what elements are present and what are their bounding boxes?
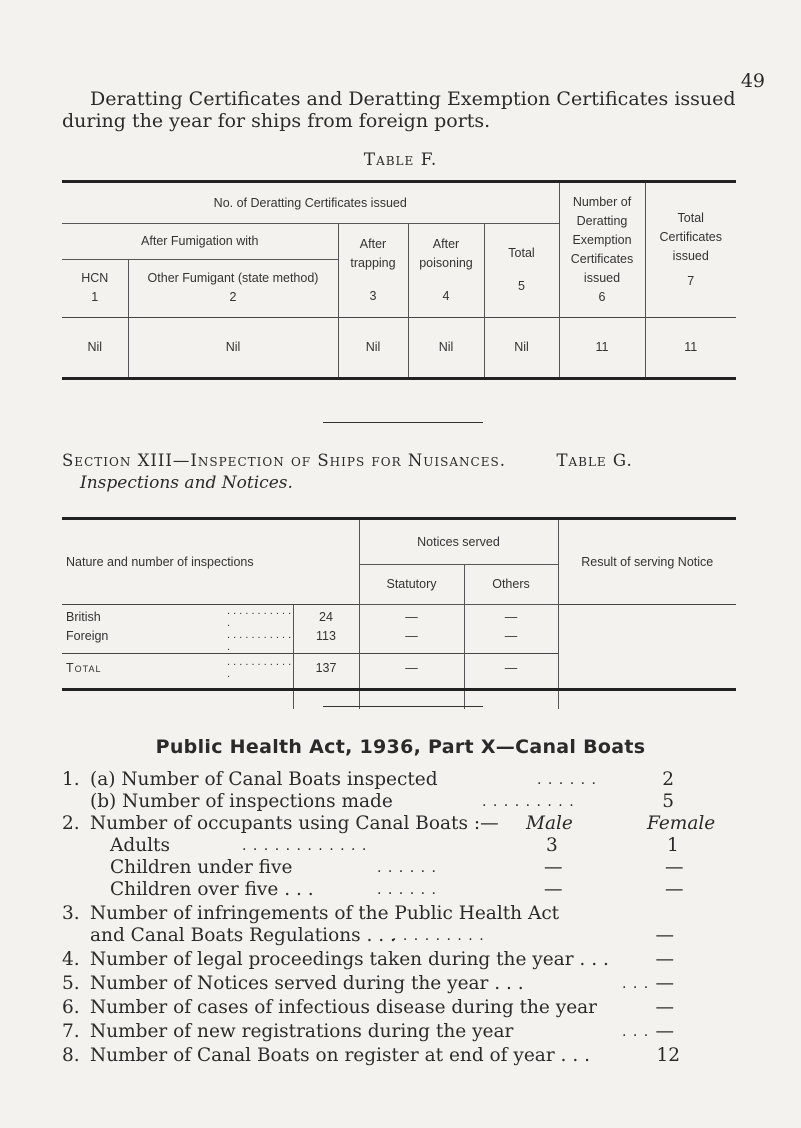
table-g-statutory-header: Statutory — [359, 564, 464, 604]
section-xiii-title — [62, 451, 633, 470]
table-f-value-6: 11 — [559, 317, 645, 377]
table-f — [62, 183, 736, 377]
table-f-col2-header — [128, 259, 338, 317]
canal-item-text: Number of cases of infectious disease during the year — [90, 997, 598, 1018]
children-under-five-female: — — [665, 857, 684, 878]
table-f-col2-label: Other Fumigant (state method) — [147, 271, 319, 285]
table-g-row-british-statutory: — — [359, 604, 464, 629]
canal-item-text: Children under five — [110, 857, 293, 878]
canal-item-dots: . . . — [622, 976, 650, 992]
section-xiii-heading: Section XIII—Inspection of Ships for Nuisances. — [62, 451, 506, 470]
table-f-value-3: Nil — [338, 317, 408, 377]
table-g-row-total-label: Total — [62, 653, 227, 683]
table-f-value-1: Nil — [62, 317, 128, 377]
table-f-col7-num: 7 — [687, 273, 695, 288]
separator-line-1 — [323, 422, 483, 423]
canal-item-4 — [62, 949, 762, 973]
table-g-notices-header: Notices served — [359, 520, 558, 564]
table-f-caption: Table F. — [363, 150, 438, 170]
canal-item-dots: . . . . . . . . . . . . — [242, 838, 368, 854]
table-f-col4-label: After poisoning — [419, 236, 473, 270]
canal-item-value: — — [655, 949, 674, 970]
table-g-row-british-dots: . . . . . . . . . . . . — [227, 604, 292, 629]
table-g-row-foreign-result — [558, 629, 736, 654]
canal-item-dots: . . . . . . . . . — [392, 928, 485, 944]
table-g-row-foreign-count: 113 — [293, 629, 359, 654]
table-f-col4-header — [408, 223, 484, 317]
table-f-after-fumigation: After Fumigation with — [62, 223, 338, 259]
canal-item-text: Number of new registrations during the year — [90, 1021, 514, 1042]
canal-item-text: Children over five . . . — [110, 879, 314, 900]
table-g-row-total-statutory: — — [359, 653, 464, 683]
canal-item-3-cont — [62, 925, 762, 949]
table-f-value-2: Nil — [128, 317, 338, 377]
canal-item-text: Number of Canal Boats on register at end of year . . . — [90, 1045, 590, 1066]
canal-item-6 — [62, 997, 762, 1021]
table-f-col4-num: 4 — [442, 288, 450, 303]
canal-item-2 — [62, 813, 762, 835]
separator-line-2 — [323, 706, 483, 707]
canal-item-dots: . . . . . . . . . — [482, 794, 575, 810]
canal-item-1a — [62, 769, 762, 791]
table-g-row-british-others: — — [464, 604, 558, 629]
children-over-five-female: — — [665, 879, 684, 900]
canal-item-adults — [62, 835, 762, 857]
table-f-value-4: Nil — [408, 317, 484, 377]
page-number: 49 — [740, 70, 765, 92]
table-f-col2-num: 2 — [229, 290, 237, 304]
canal-item-dots: . . . — [622, 1024, 650, 1040]
canal-item-value: — — [655, 973, 674, 994]
canal-item-number: 1. — [62, 769, 80, 790]
canal-item-value: 12 — [656, 1045, 680, 1066]
table-f-col6-header — [559, 183, 645, 317]
table-g-row-foreign-dots: . . . . . . . . . . . . — [227, 628, 292, 653]
section-xiii-subtitle: Inspections and Notices. — [80, 473, 293, 493]
table-f-value-5: Nil — [484, 317, 559, 377]
female-header: Female — [647, 813, 716, 834]
canal-item-dots: . . . . . . — [377, 860, 437, 876]
table-f-col3-header — [338, 223, 408, 317]
canal-item-5 — [62, 973, 762, 997]
canal-item-text: Number of infringements of the Public Health Act — [90, 903, 560, 924]
table-g-others-header: Others — [464, 564, 558, 604]
canal-item-number: 3. — [62, 903, 80, 924]
table-f-col6-label: Number of Deratting Exemption Certificates issued — [570, 194, 634, 285]
canal-boats-title: Public Health Act, 1936, Part X—Canal Boats — [155, 736, 646, 758]
table-g-row-british-count: 24 — [293, 604, 359, 629]
canal-item-value: — — [655, 997, 674, 1018]
canal-list — [62, 769, 762, 1069]
table-f-col1-num: 1 — [91, 290, 99, 304]
canal-item-text: Number of legal proceedings taken during the year . . . — [90, 949, 609, 970]
canal-item-value: — — [655, 1021, 674, 1042]
canal-item-children-over-five — [62, 879, 762, 903]
canal-item-children-under-five — [62, 857, 762, 879]
table-g-row-total-others: — — [464, 653, 558, 683]
canal-item-text: (a) Number of Canal Boats inspected — [90, 769, 438, 790]
table-g-row-total-result — [558, 653, 736, 683]
canal-item-number: 4. — [62, 949, 80, 970]
table-f-col1-label: HCN — [81, 271, 109, 285]
table-g-row-foreign-label: Foreign — [66, 628, 109, 643]
canal-item-number: 6. — [62, 997, 80, 1018]
canal-item-text: (b) Number of inspections made — [90, 791, 393, 812]
male-header: Male — [526, 813, 573, 834]
canal-item-value: 5 — [662, 791, 674, 812]
canal-item-text: Number of Notices served during the year . . . — [90, 973, 524, 994]
intro-paragraph: Deratting Certificates and Deratting Exemption Certificates issued during the year for ships from foreign ports. — [62, 88, 736, 132]
table-f-col7-header — [645, 183, 736, 317]
table-g-row-foreign-statutory: — — [359, 629, 464, 654]
canal-item-number: 8. — [62, 1045, 80, 1066]
table-g — [62, 520, 736, 709]
canal-item-value: 2 — [662, 769, 674, 790]
canal-item-number: 7. — [62, 1021, 80, 1042]
canal-item-text: Adults — [110, 835, 170, 856]
canal-item-value: — — [655, 925, 674, 946]
table-g-bottom-rule — [62, 688, 736, 691]
table-g-row-british-label: British — [62, 604, 227, 629]
children-over-five-male: — — [544, 879, 563, 900]
table-g-row-british-result — [558, 604, 736, 629]
canal-item-text: and Canal Boats Regulations . . . — [90, 925, 396, 946]
table-g-result-header: Result of serving Notice — [558, 520, 736, 604]
table-g-nature-header: Nature and number of inspections — [66, 554, 254, 569]
table-f-col5-header — [484, 223, 559, 317]
table-f-col5-num: 5 — [518, 279, 525, 293]
canal-item-8 — [62, 1045, 762, 1069]
canal-item-1b — [62, 791, 762, 813]
canal-item-dots: . . . . . . — [537, 772, 597, 788]
canal-item-dots: . . . . . . — [377, 882, 437, 898]
table-f-col3-label: After trapping — [350, 236, 396, 270]
canal-item-number: 5. — [62, 973, 80, 994]
table-f-col1-header — [62, 259, 128, 317]
table-f-bottom-rule — [62, 377, 736, 380]
canal-item-text: Number of occupants using Canal Boats :— — [90, 813, 499, 834]
adults-female: 1 — [667, 835, 679, 856]
table-f-group-header: No. of Deratting Certificates issued — [62, 183, 559, 223]
table-g-row-total-count: 137 — [293, 653, 359, 683]
table-f-col6-num: 6 — [598, 289, 606, 304]
canal-item-3 — [62, 903, 762, 925]
table-f-col3-num: 3 — [369, 288, 377, 303]
table-g-row-total-dots: . . . . . . . . . . . . — [227, 653, 293, 683]
children-under-five-male: — — [544, 857, 563, 878]
table-g-row-foreign-others: — — [464, 629, 558, 654]
adults-male: 3 — [546, 835, 558, 856]
table-g-label: Table G. — [556, 451, 633, 470]
canal-item-number: 2. — [62, 813, 80, 834]
table-f-col7-label: Total Certificates issued — [659, 210, 723, 263]
table-f-col5-label: Total — [508, 246, 535, 260]
canal-item-7 — [62, 1021, 762, 1045]
table-f-value-7: 11 — [645, 317, 736, 377]
